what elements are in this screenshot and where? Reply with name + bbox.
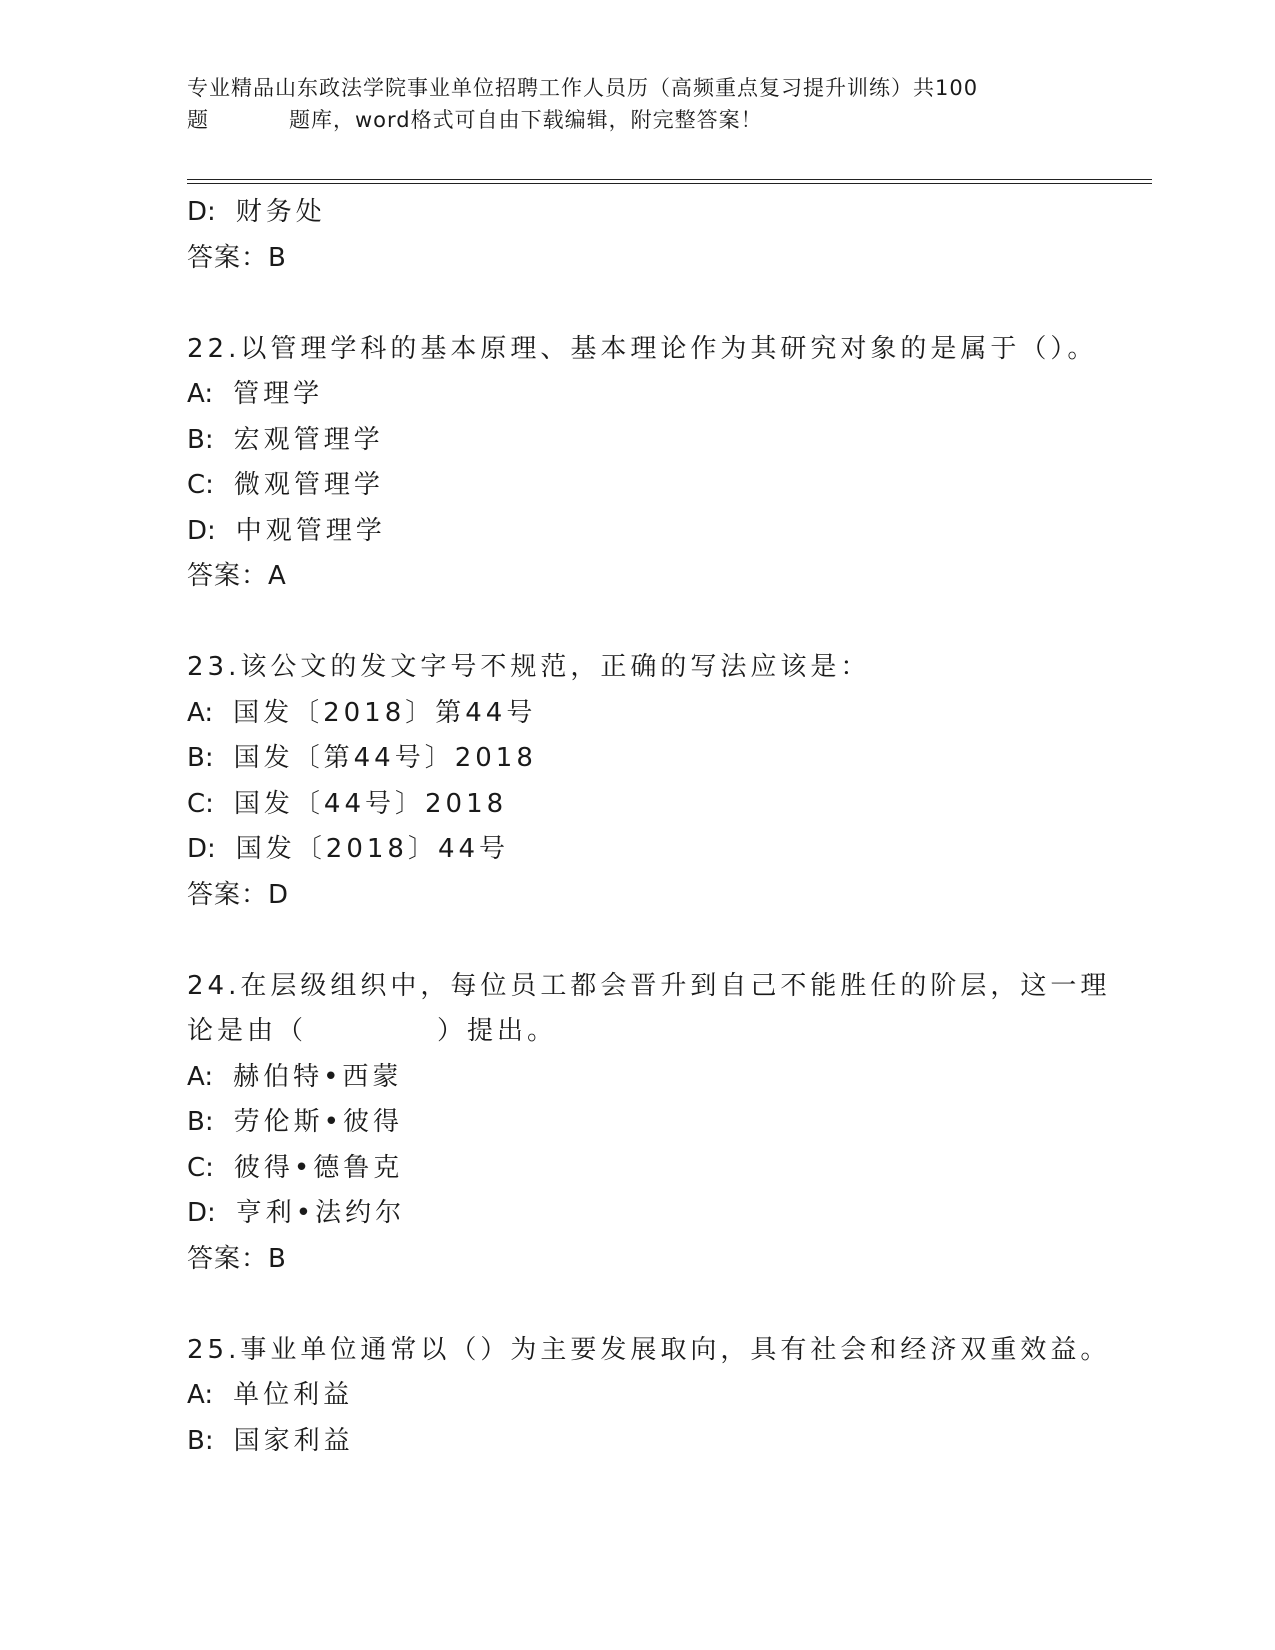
option-text: 财务处 (235, 197, 326, 227)
option-label: D: (187, 1198, 216, 1228)
option-text: 赫伯特•西蒙 (233, 1061, 403, 1092)
question-list (187, 190, 1111, 1464)
option-label: C: (187, 470, 214, 500)
option-label: A: (187, 1380, 214, 1410)
option-d (187, 190, 1087, 236)
option-text: 国发〔44号〕2018 (233, 788, 508, 819)
option-a (187, 1373, 1087, 1419)
option-d (187, 509, 1087, 555)
option-b (187, 1100, 1087, 1146)
option-label: C: (187, 1152, 214, 1183)
option-text: 亨利•法约尔 (235, 1198, 406, 1228)
option-d (187, 827, 1087, 873)
answer: 答案：B (187, 1243, 287, 1274)
option-d (187, 1191, 1087, 1237)
option-label: A: (187, 1061, 214, 1092)
option-label: D: (187, 834, 216, 864)
option-text: 单位利益 (233, 1380, 354, 1410)
option-text: 宏观管理学 (233, 424, 384, 455)
header-title-continued: 题库，word格式可自由下载编辑，附完整答案！ (289, 108, 763, 132)
option-label: C: (187, 788, 214, 819)
option-text: 彼得•德鲁克 (233, 1152, 404, 1183)
option-label: D: (187, 197, 216, 227)
option-text: 国家利益 (233, 1425, 354, 1456)
header-title-fragment: 题 (187, 108, 209, 132)
option-label: A: (187, 379, 214, 409)
option-text: 国发〔2018〕44号 (235, 834, 510, 864)
question-25: 25.事业单位通常以（）为主要发展取向，具有社会和经济双重效益。 (187, 1334, 1111, 1365)
answer: 答案：B (187, 242, 287, 273)
option-text: 中观管理学 (235, 515, 386, 546)
option-text: 管理学 (233, 379, 324, 409)
question-23: 23.该公文的发文字号不规范，正确的写法应该是： (187, 652, 871, 682)
option-text: 国发〔第44号〕2018 (233, 743, 537, 773)
question-22: 22.以管理学科的基本原理、基本理论作为其研究对象的是属于（）。 (187, 333, 1098, 364)
question-text: ）提出。 (437, 1016, 558, 1046)
answer: 答案：A (187, 561, 287, 591)
option-text: 国发〔2018〕第44号 (233, 697, 537, 728)
option-label: B: (187, 1107, 214, 1137)
header-divider-bottom (187, 183, 1152, 184)
header-divider-top (187, 179, 1152, 180)
header-title-line2 (187, 104, 1087, 136)
option-text: 微观管理学 (233, 470, 384, 500)
option-c (187, 1146, 1087, 1192)
option-b (187, 1419, 1087, 1465)
option-c (187, 463, 1087, 509)
option-label: A: (187, 697, 214, 728)
option-b (187, 736, 1087, 782)
option-label: B: (187, 1425, 214, 1456)
option-label: B: (187, 743, 214, 773)
question-24-line1: 24.在层级组织中，每位员工都会晋升到自己不能胜任的阶层，这一理 (187, 970, 1111, 1001)
option-text: 劳伦斯•彼得 (233, 1107, 403, 1137)
option-c (187, 782, 1087, 828)
option-label: D: (187, 515, 216, 546)
option-b (187, 418, 1087, 464)
question-text: 论是由（ (187, 1016, 308, 1046)
option-label: B: (187, 424, 214, 455)
question-24-line2 (187, 1009, 1087, 1055)
header-title-line1: 专业精品山东政法学院事业单位招聘工作人员历（高频重点复习提升训练）共100 (187, 76, 979, 100)
answer: 答案：D (187, 879, 290, 910)
option-a (187, 691, 1087, 737)
option-a (187, 372, 1087, 418)
option-a (187, 1055, 1087, 1101)
page-header (187, 72, 1087, 136)
